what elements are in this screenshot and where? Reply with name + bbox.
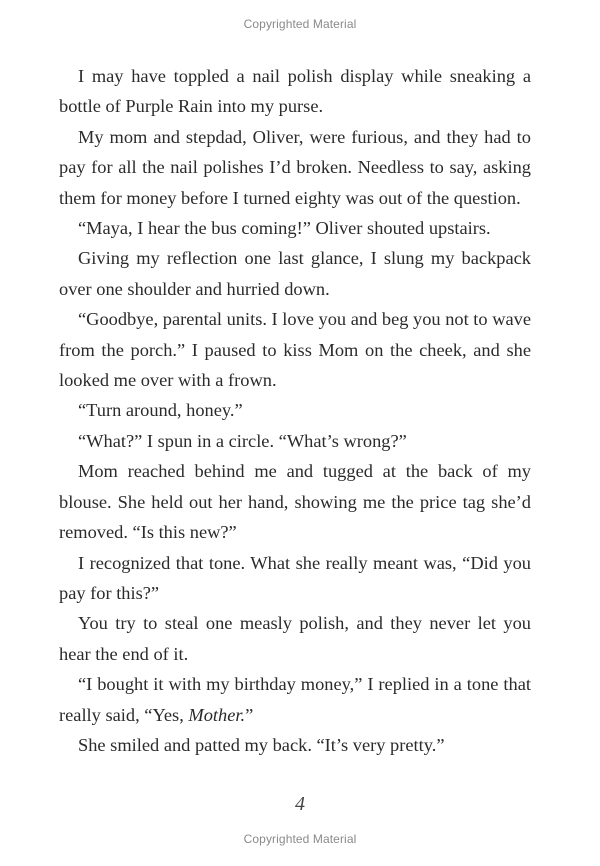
copyright-watermark-top: Copyrighted Material	[243, 17, 357, 31]
paragraph: You try to steal one measly polish, and they never let you hear the end of it.	[59, 613, 531, 664]
paragraph: I recognized that tone. What she really meant was, “Did you pay for this?”	[59, 552, 531, 603]
copyright-watermark-bottom: Copyrighted Material	[243, 832, 357, 846]
paragraph: Mom reached behind me and tugged at the back of my blouse. She held out her hand, showing me the price tag she’d removed. “Is this new?”	[59, 461, 531, 543]
paragraph: “Turn around, honey.”	[78, 400, 243, 421]
paragraph-text: ”	[245, 704, 254, 725]
paragraph-text: “I bought it with my birthday money,” I replied in a tone that really said, “Yes,	[59, 674, 531, 725]
emphasized-text: Mother.	[188, 704, 246, 725]
paragraph: “What?” I spun in a circle. “What’s wrong?”	[78, 430, 407, 451]
paragraph: She smiled and patted my back. “It’s very pretty.”	[78, 734, 445, 755]
book-page-text	[59, 61, 531, 760]
page-number: 4	[295, 793, 305, 815]
paragraph	[59, 669, 531, 730]
paragraph: My mom and stepdad, Oliver, were furious, and they had to pay for all the nail polishes I’d broken. Needless to say, asking them for money before I turned eighty was out of the question.	[59, 126, 531, 208]
paragraph: “Maya, I hear the bus coming!” Oliver shouted upstairs.	[78, 218, 491, 239]
paragraph: “Goodbye, parental units. I love you and beg you not to wave from the porch.” I paused to kiss Mom on the cheek, and she looked me over with a frown.	[59, 309, 532, 391]
paragraph: I may have toppled a nail polish display while sneaking a bottle of Purple Rain into my purse.	[59, 66, 531, 117]
paragraph: Giving my reflection one last glance, I slung my backpack over one shoulder and hurried down.	[59, 248, 531, 299]
